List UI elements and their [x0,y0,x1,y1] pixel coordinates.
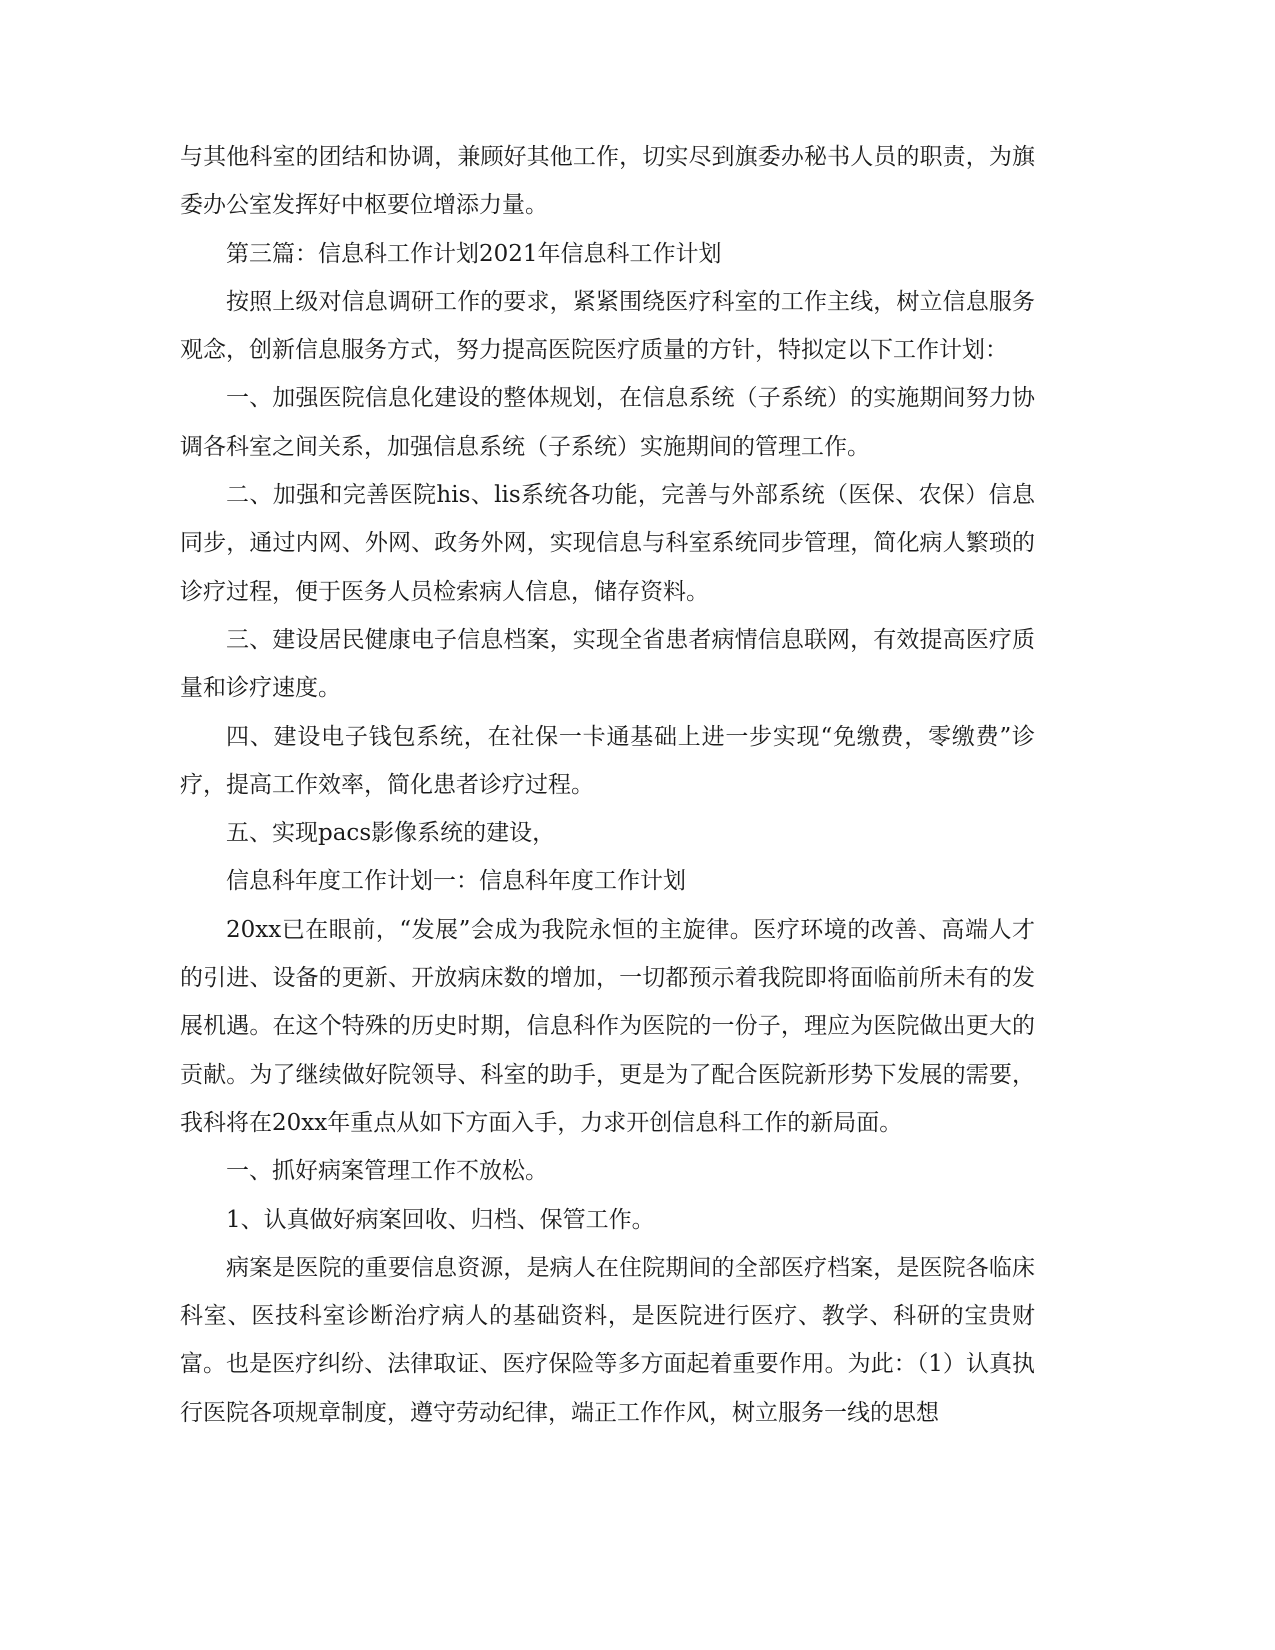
document-page [180,133,1035,1437]
paragraph-11: 一、抓好病案管理工作不放松。 [226,1158,548,1185]
paragraph-2: 第三篇：信息科工作计划2021年信息科工作计划 [226,240,722,267]
paragraph-8: 五、实现pacs影像系统的建设， [226,820,556,847]
paragraph-9: 信息科年度工作计划一：信息科年度工作计划 [226,868,686,895]
paragraph-6: 三、建设居民健康电子信息档案，实现全省患者病情信息联网，有效提高医疗质量和诊疗速度。 [180,626,1035,702]
paragraph-4: 一、加强医院信息化建设的整体规划，在信息系统（子系统）的实施期间努力协调各科室之间关系，加强信息系统（子系统）实施期间的管理工作。 [180,385,1035,460]
paragraph-10: 20xx已在眼前，“发展”会成为我院永恒的主旋律。医疗环境的改善、高端人才的引进、设备的更新、开放病床数的增加，一切都预示着我院即将面临前所未有的发展机遇。在这个特殊的历史时期，信息科作为医院的一份子，理应为医院做出更大的贡献。为了继续做好院领导、科室的助手，更是为了配合医院新形势下发展的需要，我科将在20xx年重点从如下方面入手，力求开创信息科工作的新局面。 [180,916,1035,1136]
paragraph-1: 与其他科室的团结和协调，兼顾好其他工作，切实尽到旗委办秘书人员的职责，为旗委办公室发挥好中枢要位增添力量。 [180,144,1035,219]
paragraph-5: 二、加强和完善医院his、lis系统各功能，完善与外部系统（医保、农保）信息同步，通过内网、外网、政务外网，实现信息与科室系统同步管理，简化病人繁琐的诊疗过程，便于医务人员检索病人信息，储存资料。 [180,482,1035,605]
paragraph-12: 1、认真做好病案回收、归档、保管工作。 [226,1206,655,1233]
paragraph-13: 病案是医院的重要信息资源，是病人在住院期间的全部医疗档案，是医院各临床科室、医技科室诊断治疗病人的基础资料，是医院进行医疗、教学、科研的宝贵财富。也是医疗纠纷、法律取证、医疗保险等多方面起着重要作用。为此：（1）认真执行医院各项规章制度，遵守劳动纪律，端正工作作风，树立服务一线的思想 [180,1254,1035,1426]
paragraph-3: 按照上级对信息调研工作的要求，紧紧围绕医疗科室的工作主线，树立信息服务观念，创新信息服务方式，努力提高医院医疗质量的方针，特拟定以下工作计划： [180,288,1035,364]
paragraph-7: 四、建设电子钱包系统，在社保一卡通基础上进一步实现“免缴费，零缴费”诊疗，提高工作效率，简化患者诊疗过程。 [180,723,1035,798]
